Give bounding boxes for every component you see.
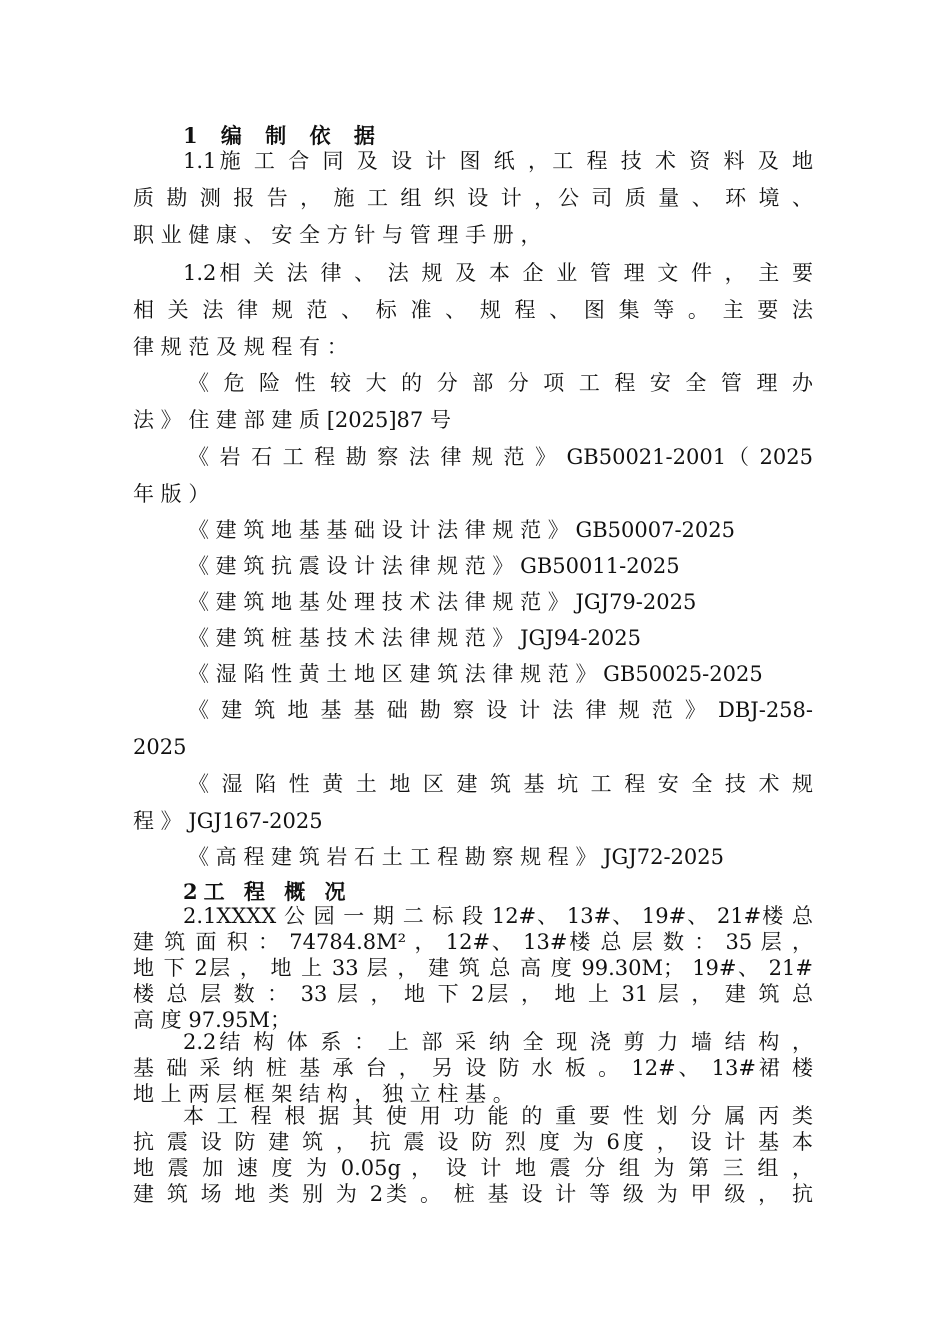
s2-para1-line4: 楼 总 层 数 ： 33 层 ， 地 下 2层 ， 地 上 31 层 ， 建 筑 总 xyxy=(133,982,813,1006)
s2-para2-line1: 2.2结 构 体 系 ： 上 部 采 纳 全 现 浇 剪 力 墙 结 构 ， xyxy=(183,1030,813,1054)
standard-9-line1: 《 湿 陷 性 黄 土 地 区 建 筑 基 坑 工 程 安 全 技 术 规 xyxy=(188,772,813,796)
s1-para1-line1: 1.1施 工 合 同 及 设 计 图 纸 ，工 程 技 术 资 料 及 地 xyxy=(183,149,813,173)
s2-para3-line2: 抗 震 设 防 建 筑 ， 抗 震 设 防 烈 度 为 6度 ， 设 计 基 本 xyxy=(133,1130,813,1154)
s1-para1-line2: 质 勘 测 报 告 ， 施 工 组 织 设 计 ，公 司 质 量 、 环 境 、 xyxy=(133,186,813,210)
standard-7: 《 湿 陷 性 黄 土 地 区 建 筑 法 律 规 范 》 GB50025-2025 xyxy=(188,662,763,686)
s2-para3-line1: 本 工 程 根 据 其 使 用 功 能 的 重 要 性 划 分 属 丙 类 xyxy=(183,1104,813,1128)
standard-2-line1: 《 岩 石 工 程 勘 察 法 律 规 范 》 GB50021-2001（ 2025 xyxy=(188,445,813,469)
s2-para2-line3: 地 上 两 层 框 架 结 构 ， 独 立 柱 基 。 xyxy=(133,1082,514,1106)
standard-1-line2: 法 》 住 建 部 建 质 [2025]87 号 xyxy=(133,408,451,432)
s1-para2-line1: 1.2相 关 法 律 、 法 规 及 本 企 业 管 理 文 件 ， 主 要 xyxy=(183,261,813,285)
standard-2-line2: 年 版 ） xyxy=(133,482,210,506)
standard-8-line2: 2025 xyxy=(133,735,187,759)
standard-6: 《 建 筑 桩 基 技 术 法 律 规 范 》 JGJ94-2025 xyxy=(188,626,641,650)
s2-para1-line5: 高 度 97.95M； xyxy=(133,1008,291,1032)
standard-8-line1: 《 建 筑 地 基 基 础 勘 察 设 计 法 律 规 范 》 DBJ-258- xyxy=(188,698,813,722)
section-2-heading: 2工 程 概 况 xyxy=(183,879,352,904)
s2-para1-line1: 2.1XXXX 公 园 一 期 二 标 段 12#、 13#、 19#、 21#楼 总 xyxy=(183,904,813,928)
s1-para1-line3: 职 业 健 康 、 安 全 方 针 与 管 理 手 册 ， xyxy=(133,223,542,247)
standard-5: 《 建 筑 地 基 处 理 技 术 法 律 规 范 》 JGJ79-2025 xyxy=(188,590,697,614)
standard-9-line2: 程 》 JGJ167-2025 xyxy=(133,809,323,833)
standard-4: 《 建 筑 抗 震 设 计 法 律 规 范 》 GB50011-2025 xyxy=(188,554,680,578)
standard-3: 《 建 筑 地 基 基 础 设 计 法 律 规 范 》 GB50007-2025 xyxy=(188,518,736,542)
standard-1-line1: 《 危 险 性 较 大 的 分 部 分 项 工 程 安 全 管 理 办 xyxy=(188,371,813,395)
s2-para3-line4: 建 筑 场 地 类 别 为 2类 。 桩 基 设 计 等 级 为 甲 级 ， 抗 xyxy=(133,1182,813,1206)
s2-para1-line3: 地 下 2层 ， 地 上 33 层 ， 建 筑 总 高 度 99.30M； 19#、 21# xyxy=(133,956,813,980)
section-1-heading: 1 编 制 依 据 xyxy=(183,123,383,148)
s2-para3-line3: 地 震 加 速 度 为 0.05g ， 设 计 地 震 分 组 为 第 三 组 ， xyxy=(133,1156,813,1180)
standard-10: 《 高 程 建 筑 岩 石 土 工 程 勘 察 规 程 》 JGJ72-2025 xyxy=(188,845,725,869)
s2-para1-line2: 建 筑 面 积 ： 74784.8M² ， 12#、 13#楼 总 层 数 ： 35 层 ， xyxy=(133,930,813,954)
s1-para2-line2: 相 关 法 律 规 范 、 标 准 、 规 程 、 图 集 等 。 主 要 法 xyxy=(133,298,813,322)
s2-para2-line2: 基 础 采 纳 桩 基 承 台 ， 另 设 防 水 板 。 12#、 13#裙 楼 xyxy=(133,1056,813,1080)
s1-para2-line3: 律 规 范 及 规 程 有 ： xyxy=(133,335,348,359)
